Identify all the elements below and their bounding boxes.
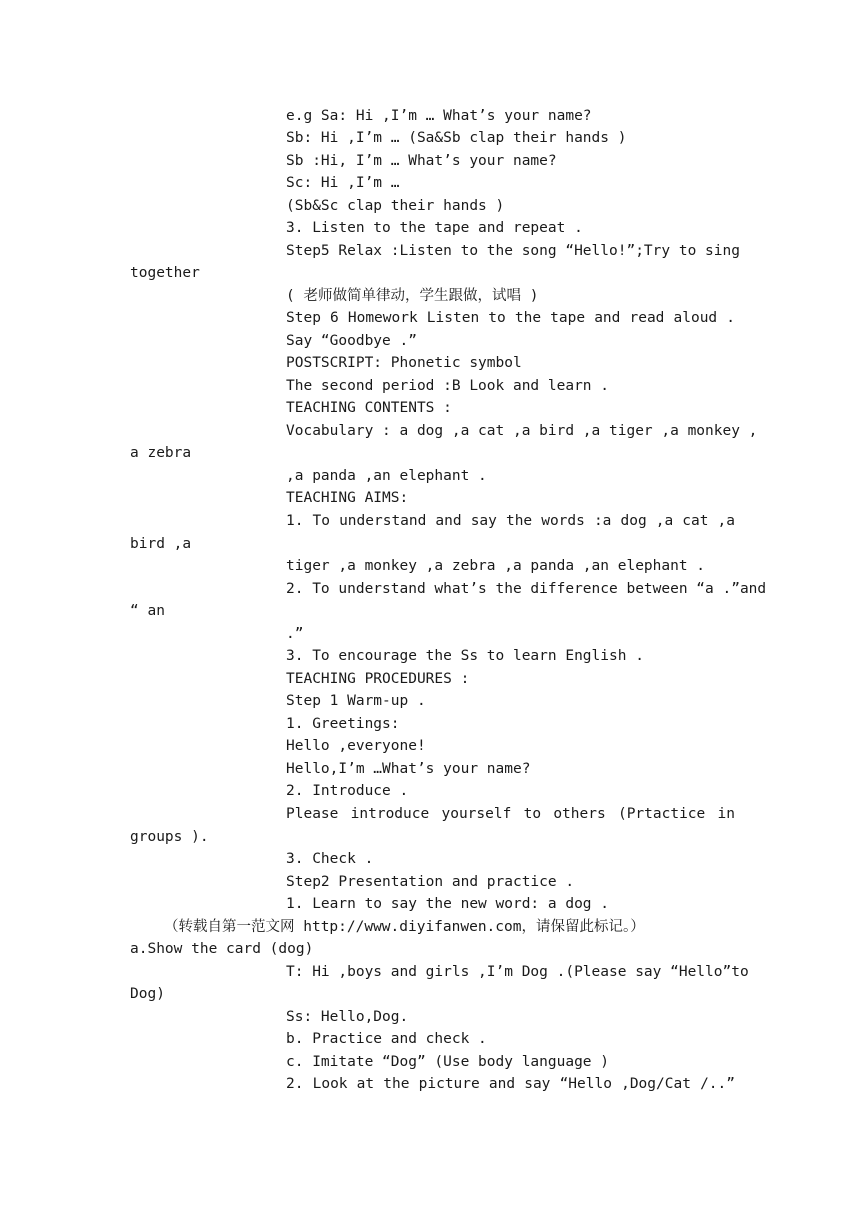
text-line: The second period :B Look and learn . [286, 378, 610, 394]
text-line: 3. Listen to the tape and repeat . [286, 220, 583, 236]
text-line: Step5 Relax :Listen to the song “Hello!”;Try to sing [286, 243, 740, 259]
text-line: TEACHING PROCEDURES : [286, 671, 470, 687]
text-line: 2. To understand what’s the difference between “a .”and [286, 581, 767, 597]
text-line: tiger ,a monkey ,a zebra ,a panda ,an elephant . [286, 558, 706, 574]
text-line: a.Show the card (dog) [130, 941, 314, 957]
text-line: 1. To understand and say the words :a dog ,a cat ,a [286, 513, 735, 529]
text-line: Sc: Hi ,I’m … [286, 175, 400, 191]
text-line: POSTSCRIPT: Phonetic symbol [286, 355, 522, 371]
text-line: Step 6 Homework Listen to the tape and read aloud . [286, 310, 735, 326]
text-line: Sb :Hi, I’m … What’s your name? [286, 153, 557, 169]
text-line: Ss: Hello,Dog. [286, 1009, 409, 1025]
text-line: 3. Check . [286, 851, 374, 867]
text-line: Hello,I’m …What’s your name? [286, 761, 531, 777]
text-line: Vocabulary : a dog ,a cat ,a bird ,a tiger ,a monkey , [286, 423, 758, 439]
text-line: ,a panda ,an elephant . [286, 468, 487, 484]
text-line: b. Practice and check . [286, 1031, 487, 1047]
text-line: 1. Learn to say the new word: a dog . [286, 896, 610, 912]
source-notice: （转载自第一范文网 http://www.diyifanwen.com，请保留此标记。） [164, 919, 645, 935]
text-line: Say “Goodbye .” [286, 333, 417, 349]
text-line: 2. Look at the picture and say “Hello ,Dog/Cat /..” [286, 1076, 735, 1092]
text-line: Sb: Hi ,I’m … (Sa&Sb clap their hands ) [286, 130, 627, 146]
text-line: TEACHING CONTENTS : [286, 400, 452, 416]
text-line: 1. Greetings: [286, 716, 400, 732]
text-line: bird ,a [130, 536, 192, 552]
text-line: Step 1 Warm-up . [286, 693, 426, 709]
text-line: “ an [130, 603, 165, 619]
text-line: c. Imitate “Dog” (Use body language ) [286, 1054, 610, 1070]
text-line: together [130, 265, 200, 281]
text-line: 3. To encourage the Ss to learn English . [286, 648, 644, 664]
text-line: e.g Sa: Hi ,I’m … What’s your name? [286, 108, 592, 124]
text-line: Hello ,everyone! [286, 738, 426, 754]
text-line: (Sb&Sc clap their hands ) [286, 198, 505, 214]
text-line: TEACHING AIMS: [286, 490, 409, 506]
text-line: Step2 Presentation and practice . [286, 874, 575, 890]
text-line: groups ). [130, 829, 209, 845]
text-line: ( 老师做简单律动，学生跟做，试唱 ) [286, 288, 539, 304]
text-line: Dog) [130, 986, 165, 1002]
text-line: Please introduce yourself to others (Prtactice in [286, 806, 735, 822]
text-line: 2. Introduce . [286, 783, 409, 799]
text-line: T: Hi ,boys and girls ,I’m Dog .(Please say “Hello”to [286, 964, 749, 980]
text-line: .” [286, 626, 304, 642]
text-line: a zebra [130, 445, 192, 461]
